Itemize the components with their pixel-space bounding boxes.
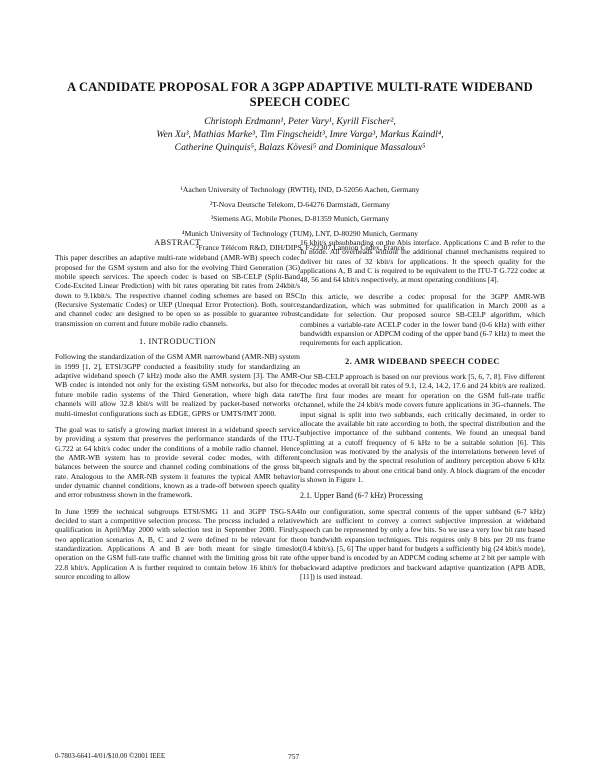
body-paragraph: The goal was to satisfy a growing market interest in a wideband speech service by providing a system that preserves the performance standards of the ITU-T G.722 at 64 kbit/s codec under the conditions of a mobile radio channel. Hence the AMR-WB system has to provide several codec modes, with different balances between the source and channel coding combinations of the gross bit rate. Analogous to the AMR-NB system it features the typical AMR behavior under dynamic channel conditions, known as a trade-off between speech quality and error robustness shown in the framework. (55, 424, 300, 500)
affiliation-line: ¹Aachen University of Technology (RWTH), IND, D-52056 Aachen, Germany (180, 185, 420, 194)
body-paragraph: Our SB-CELP approach is based on our previous work [5, 6, 7, 8]. Five different codec modes at overall bit rates of 9.1, 12.4, 14.2, 17.6 and 24 kbit/s are realized. The first four modes are meant for operation on the GSM full-rate traffic channel, while the 24 kbit/s mode covers future applications in 3G-channels. The input signal is split into two subbands, each critically decimated, in order to allocate the available bit rate according to both, the spectral distribution and the subjective importance of the subband contents. We found an unequal band splitting at a cutoff frequency of 6 kHz to be a suitable solution [6]. This conclusion was motivated by the analysis of the interrelations between level of speech signals and by the spectral resolution of auditory perception above 6 kHz band corresponds to about one critical band only. A block diagram of the encoder is shown in Figure 1. (300, 372, 545, 484)
left-column (55, 238, 300, 588)
affiliation-line: ⁴Munich University of Technology (TUM), LNT, D-80290 Munich, Germany (181, 228, 419, 238)
subsection-heading-upper-band: 2.1. Upper Band (6-7 kHz) Processing (300, 491, 423, 501)
section-heading-introduction: 1. INTRODUCTION (139, 337, 216, 347)
body-paragraph: In our configuration, some spectral contents of the upper subband (6-7 kHz) which are sufficient to convey a correct subjective impression at wideband speech can be represented by only a few bits. So we use a very low bit rate based on bandwidth expansion techniques. This requires only 8 bits per 20 ms frame (0.4 kbit/s). [5, 6] The upper band for budgets a sufficiently big (24 kbit/s mode), the upper band is encoded by an ADPCM coding scheme at 2 bit per sample with backward adaptive predictors and backward adaptive quantization (APB ADB, [11]) is used instead. (300, 506, 545, 581)
affiliation-line: ³Siemens AG, Mobile Phones, D-81359 Munich, Germany (210, 214, 390, 223)
copyright-footer: 0-7803-6641-4/01/$10.00 ©2001 IEEE (55, 752, 166, 760)
abstract-text: This paper describes an adaptive multi-rate wideband (AMR-WB) speech codec proposed for the GSM system and also for the evolving Third Generation (3G) mobile speech services. The speech codec is based on SB-CELP (Split-Band Code-Excited Linear Prediction) with bit rates operating bit rates from 24kbit/s down to 9.1kbit/s. The respective channel coding schemes are based on RSC (Recursive Systematic Codes) or UEP (Unequal Error Protection). Both, source and channel codec are designed to be open so as possible to guarantee robust transmission on current and future mobile radio channels. (55, 253, 300, 328)
section-heading-codec: 2. AMR WIDEBAND SPEECH CODEC (345, 356, 500, 366)
page-number: 757 (288, 752, 300, 761)
body-paragraph: 16 kbit/s subsubbanding on the Abis interface. Applications C and B refer to the Iu mode. All overheads without the additional channel mechanisms required to deliver bit rates of 32 kbit/s for applications. It the speech quality for the applications A, B and C is required to be equivalent to the ITU-T G.722 codec at 48, 56 and 64 kbit/s respectively, at most operating conditions [4]. (300, 238, 545, 285)
affiliation-line: ⁵France Télécom R&D, DIH/DIPS, F-22307 Lannion Cedex, France (195, 243, 405, 252)
author-list (60, 115, 540, 154)
author-line: Catherine Quinquis⁵, Balazs Kövesi⁵ and Dominique Massaloux⁵ (174, 142, 426, 153)
body-paragraph: In this article, we describe a codec proposal for the 3GPP AMR-WB standardization, which was submitted for qualification in March 2000 as a candidate for selection. Our proposed source SB-CELP algorithm, which combines a variable-rate ACELP coder in the lower band (0-6 kHz) with either bandwidth expansion or ADPCM coding of the upper band (6-7 kHz) to meet the requirements for each application. (300, 291, 545, 348)
abstract-heading: ABSTRACT (154, 238, 201, 247)
body-paragraph: In June 1999 the technical subgroups ETSI/SMG 11 and 3GPP TSG-SA4 decided to start a competitive selection process. The process included a relative qualification in April/May 2000 with selection test in September 2000. Firstly, two application scenarios A, B, C and 2 were defined to be relevant for the standardization. Applications A and B are both meant for single timeslot operation on the GSM full-rate traffic channel with the limiting gross bit rate of 22.8 kbit/s. Application A is further required to contain below 16 kbit/s for the source encoding to allow (55, 506, 300, 581)
affiliation-line: ²T-Nova Deutsche Telekom, D-64276 Darmstadt, Germany (210, 199, 390, 209)
body-paragraph: Following the standardization of the GSM AMR narrowband (AMR-NB) system in 1999 [1, 2], ETSI/3GPP conducted a feasibility study for standardizing an adaptive wideband speech (7 kHz) mode also the AMR system [3]. The AMR-WB codec is intended not only for the existing GSM networks, but also for the future mobile radio systems of the Third Generation, where high data rate channels will allow 32.8 kbit/s will be realized by packet-based networks or multi-timeslot configurations such as EDGE, GPRS or UMTS/IMT 2000. (55, 352, 300, 418)
author-line: Wen Xu³, Mathias Marke³, Tim Fingscheidt³, Imre Varga³, Markus Kaindl⁴, (156, 129, 444, 140)
paper-title: A CANDIDATE PROPOSAL FOR A 3GPP ADAPTIVE MULTI-RATE WIDEBAND SPEECH CODEC (67, 80, 533, 109)
author-line: Christoph Erdmann¹, Peter Vary¹, Kyrill Fischer², (204, 116, 396, 127)
right-column (300, 238, 545, 588)
